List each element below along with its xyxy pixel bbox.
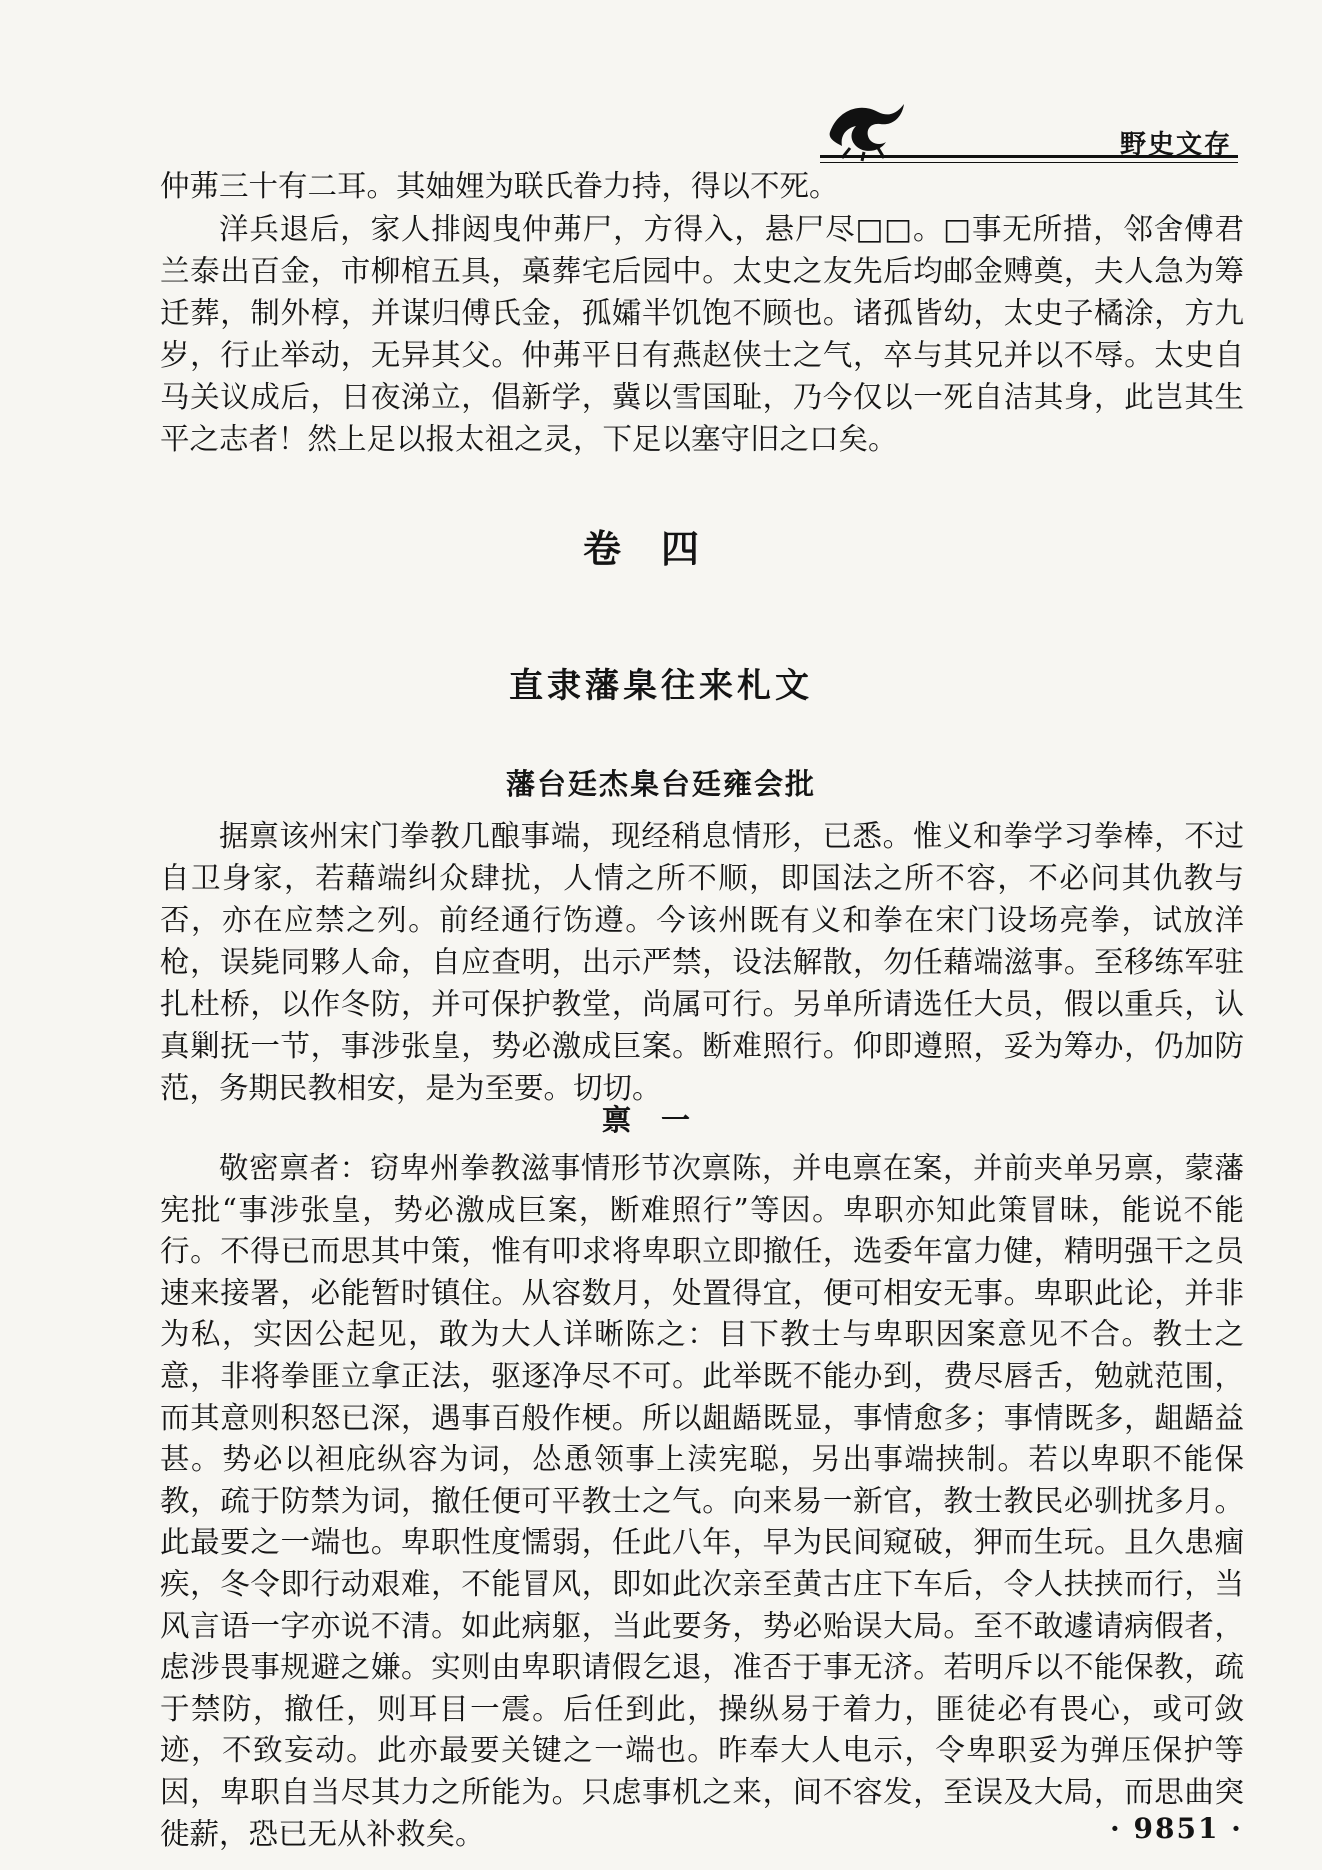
header-rule [820, 155, 1238, 158]
paragraph-report: 敬密禀者：窃卑州拳教滋事情形节次禀陈，并电禀在案，并前夹单另禀，蒙藩宪批“事涉张皇，势必激成巨案，断难照行”等因。卑职亦知此策冒昧，能说不能行。不得已而思其中策，惟有叩求将卑职立即撤任，选委年富力健，精明强干之员速来接署，必能暂时镇住。从容数月，处置得宜，便可相安无事。卑职此论，并非为私，实因公起见，敢为大人详晰陈之：目下教士与卑职因案意见不合。教士之意，非将拳匪立拿正法，驱逐净尽不可。此举既不能办到，费尽唇舌，勉就范围，而其意则积怒已深，遇事百般作梗。所以龃龉既显，事情愈多；事情既多，龃龉益甚。势必以袒庇纵容为词，怂恿领事上渎宪聪，另出事端挟制。若以卑职不能保教，疏于防禁为词，撤任便可平教士之气。向来易一新官，教士教民必驯扰多月。此最要之一端也。卑职性度懦弱，任此八年，早为民间窥破，狎而生玩。且久患痼疾，冬令即行动艰难，不能冒风，即如此次亲至黄古庄下车后，令人扶挟而行，当风言语一字亦说不清。如此病躯，当此要务，势必贻误大局。至不敢遽请病假者，虑涉畏事规避之嫌。实则由卑职请假乞退，准否于事无济。若明斥以不能保教，疏于禁防，撤任，则耳目一震。后任到此，操纵易于着力，匪徒必有畏心，或可敛迹，不致妄动。此亦最要关键之一端也。昨奉大人电示，令卑职妥为弹压保护等因，卑职自当尽其力之所能为。只虑事机之来，间不容发，至误及大局，而思曲突徙薪，恐已无从补救矣。 [160, 1151, 1244, 1851]
header-title: 野史文存 [1119, 130, 1232, 160]
volume-title: 卷四 [582, 527, 739, 571]
header-rule-thin [820, 162, 1238, 163]
paragraph-funeral: 洋兵退后，家人排闼曳仲茀尸，方得入，悬尸尽□□。□事无所措，邻舍傅君兰泰出百金，市柳棺五具，槀葬宅后园中。太史之友先后均邮金赙奠，夫人急为筹迁葬，制外椁，并谋归傅氏金，孤孀半饥饱不顾也。诸孤皆幼，太史子橘涂，方九岁，行止举动，无异其父。仲茀平日有燕赵侠士之气，卒与其兄并以不辱。太史自马关议成后，日夜涕立，倡新学，冀以雪国耻，乃今仅以一死自洁其身，此岂其生平之志者！然上足以报太祖之灵，下足以塞守旧之口矣。 [160, 212, 1244, 456]
paragraph-joint-reply: 据禀该州宋门拳教几酿事端，现经稍息情形，已悉。惟义和拳学习拳棒，不过自卫身家，若藉端纠众肆扰，人情之所不顺，即国法之所不容，不必问其仇教与否，亦在应禁之列。前经通行饬遵。今该州既有义和拳在宋门设场亮拳，试放洋枪，误毙同夥人命，自应查明，出示严禁，设法解散，勿任藉端滋事。至移练军驻扎杜桥，以作冬防，并可保护教堂，尚属可行。另单所请选任大员，假以重兵，认真剿抚一节，事涉张皇，势必激成巨案。断难照行。仰即遵照，妥为筹办，仍加防范，务期民教相安，是为至要。切切。 [160, 819, 1244, 1105]
running-header [820, 92, 1240, 172]
paragraph-continued: 仲茀三十有二耳。其妯娌为联氏眷力持，得以不死。 [160, 169, 839, 203]
subsection-title-report: 禀一 [601, 1103, 720, 1137]
subsection-title: 藩台廷杰臬台廷雍会批 [505, 767, 816, 801]
dragon-icon [820, 92, 910, 162]
section-title: 直隶藩臬往来札文 [509, 666, 813, 706]
page-number: · 9851 · [1110, 1812, 1243, 1845]
